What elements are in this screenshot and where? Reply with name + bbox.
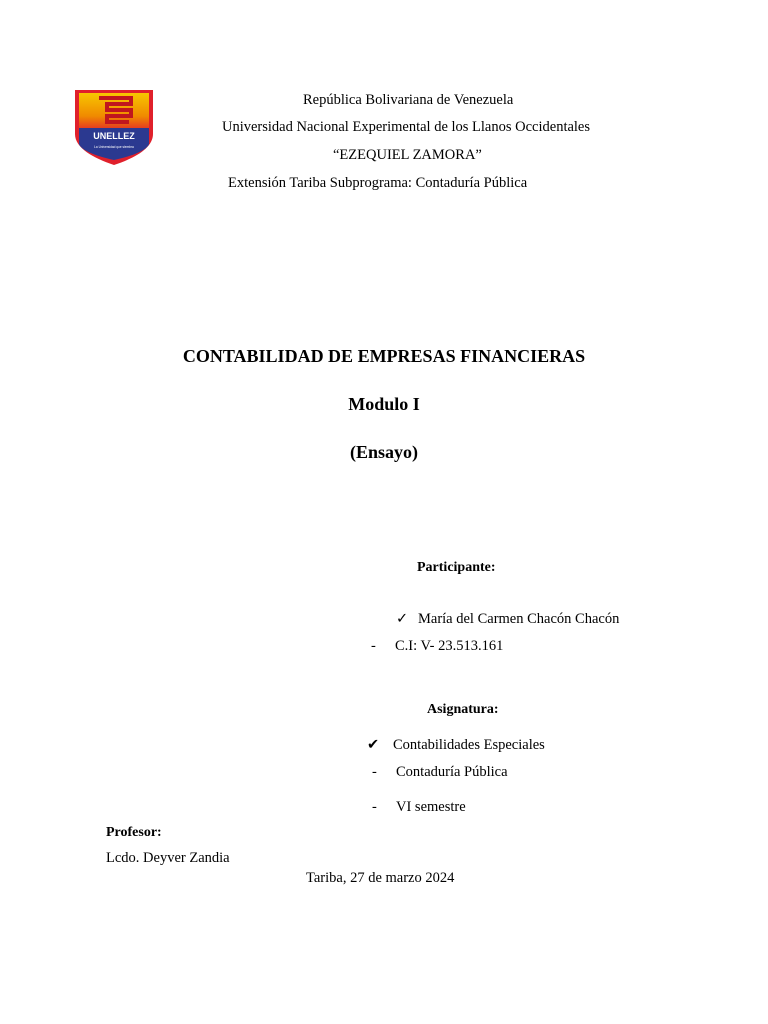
- participant-id: C.I: V- 23.513.161: [395, 638, 504, 654]
- subject-item-2: Contaduría Pública: [396, 764, 508, 780]
- participant-name-row: [396, 611, 619, 628]
- subject-label: Asignatura:: [427, 702, 499, 717]
- participant-label: Participante:: [417, 560, 496, 575]
- participant-name: María del Carmen Chacón Chacón: [418, 611, 620, 627]
- document-type: (Ensayo): [349, 442, 418, 462]
- logo-motto: La Universidad que siembra: [94, 145, 134, 149]
- subject-item-1: Contabilidades Especiales: [393, 737, 545, 753]
- header-university-name: “EZEQUIEL ZAMORA”: [333, 147, 482, 163]
- professor-label: Profesor:: [106, 825, 162, 840]
- check-icon: ✓: [396, 611, 409, 627]
- dash-bullet: -: [371, 638, 376, 654]
- subject-item-3: VI semestre: [396, 799, 466, 815]
- subject-item-row-3: [372, 799, 466, 816]
- dash-bullet: -: [372, 764, 377, 780]
- place-date: Tariba, 27 de marzo 2024: [306, 870, 455, 886]
- subject-item-row-1: [367, 737, 545, 754]
- module-title: Modulo I: [348, 394, 420, 414]
- participant-id-row: [371, 638, 503, 655]
- dash-bullet: -: [372, 799, 377, 815]
- course-title: CONTABILIDAD DE EMPRESAS FINANCIERAS: [182, 346, 586, 366]
- header-university: Universidad Nacional Experimental de los Llanos Occidentales: [222, 119, 591, 135]
- logo-text: UNELLEZ: [93, 131, 135, 141]
- header-extension: Extensión Tariba Subprograma: Contaduría Pública: [228, 175, 528, 191]
- professor-name: Lcdo. Deyver Zandia: [106, 850, 230, 866]
- subject-item-row-2: [372, 764, 508, 781]
- unellez-logo: [73, 88, 155, 166]
- header-country: República Bolivariana de Venezuela: [303, 92, 514, 108]
- check-icon: ✔: [367, 737, 380, 753]
